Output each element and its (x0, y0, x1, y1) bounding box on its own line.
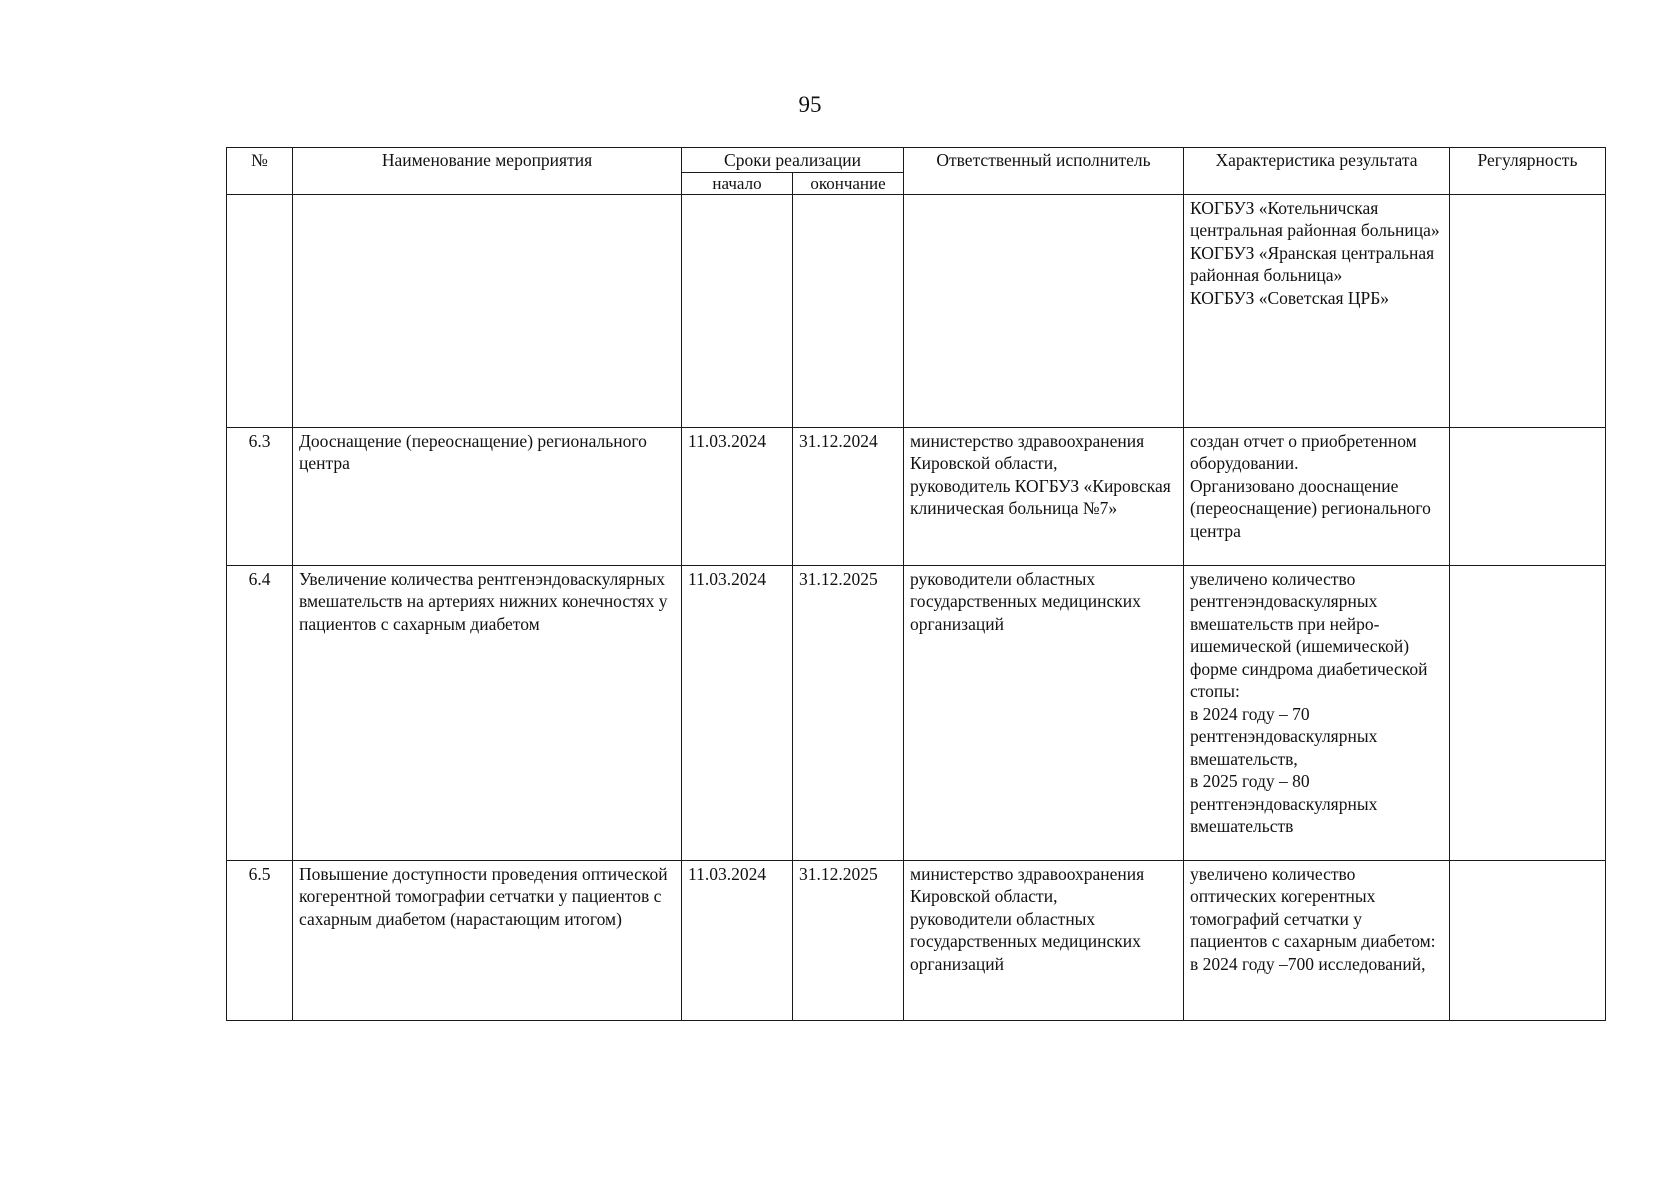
row-name: Увеличение количества рентгенэндоваскулярных вмешательств на артериях нижних конечностях у пациентов с сахарным диабетом (293, 565, 682, 860)
row-regularity (1450, 860, 1606, 1020)
row-end: 31.12.2025 (793, 565, 904, 860)
row-responsible: министерство здравоохранения Кировской области, руководители областных государственных медицинских организаций (904, 860, 1184, 1020)
row-name (293, 194, 682, 427)
table-row (227, 194, 1606, 427)
table-row (227, 427, 1606, 565)
activities-table (226, 147, 1606, 1021)
row-start: 11.03.2024 (682, 565, 793, 860)
row-regularity (1450, 194, 1606, 427)
header-regularity: Регулярность (1450, 148, 1606, 195)
row-num: 6.4 (227, 565, 293, 860)
page-number: 95 (798, 92, 822, 117)
header-name: Наименование мероприятия (293, 148, 682, 195)
header-result: Характеристика результата (1184, 148, 1450, 195)
header-responsible: Ответственный исполнитель (904, 148, 1184, 195)
row-num (227, 194, 293, 427)
header-num: № (227, 148, 293, 195)
row-start: 11.03.2024 (682, 860, 793, 1020)
header-end: окончание (793, 172, 904, 194)
row-regularity (1450, 427, 1606, 565)
row-result: увеличено количество оптических когерентных томографий сетчатки у пациентов с сахарным диабетом: в 2024 году –700 исследований, (1184, 860, 1450, 1020)
row-end: 31.12.2025 (793, 860, 904, 1020)
table-row (227, 860, 1606, 1020)
row-result: увеличено количество рентгенэндоваскулярных вмешательств при нейро-ишемической (ишемической) форме синдрома диабетической стопы: в 2024 году – 70 рентгенэндоваскулярных вмешательств, в 2025 году – 80 рентгенэндоваскулярных вмешательств (1184, 565, 1450, 860)
row-start: 11.03.2024 (682, 427, 793, 565)
row-end (793, 194, 904, 427)
table-header (227, 148, 1606, 195)
row-result: создан отчет о приобретенном оборудовании. Организовано дооснащение (переоснащение) регионального центра (1184, 427, 1450, 565)
row-name: Дооснащение (переоснащение) регионального центра (293, 427, 682, 565)
row-responsible: министерство здравоохранения Кировской области, руководитель КОГБУЗ «Кировская клиническая больница №7» (904, 427, 1184, 565)
row-end: 31.12.2024 (793, 427, 904, 565)
header-start: начало (682, 172, 793, 194)
row-num: 6.5 (227, 860, 293, 1020)
row-responsible (904, 194, 1184, 427)
row-responsible: руководители областных государственных медицинских организаций (904, 565, 1184, 860)
row-num: 6.3 (227, 427, 293, 565)
row-regularity (1450, 565, 1606, 860)
table-body (227, 194, 1606, 1020)
row-result: КОГБУЗ «Котельничская центральная районная больница» КОГБУЗ «Яранская центральная районная больница» КОГБУЗ «Советская ЦРБ» (1184, 194, 1450, 427)
table-row (227, 565, 1606, 860)
header-dates: Сроки реализации (682, 148, 904, 173)
row-name: Повышение доступности проведения оптической когерентной томографии сетчатки у пациентов с сахарным диабетом (нарастающим итогом) (293, 860, 682, 1020)
row-start (682, 194, 793, 427)
